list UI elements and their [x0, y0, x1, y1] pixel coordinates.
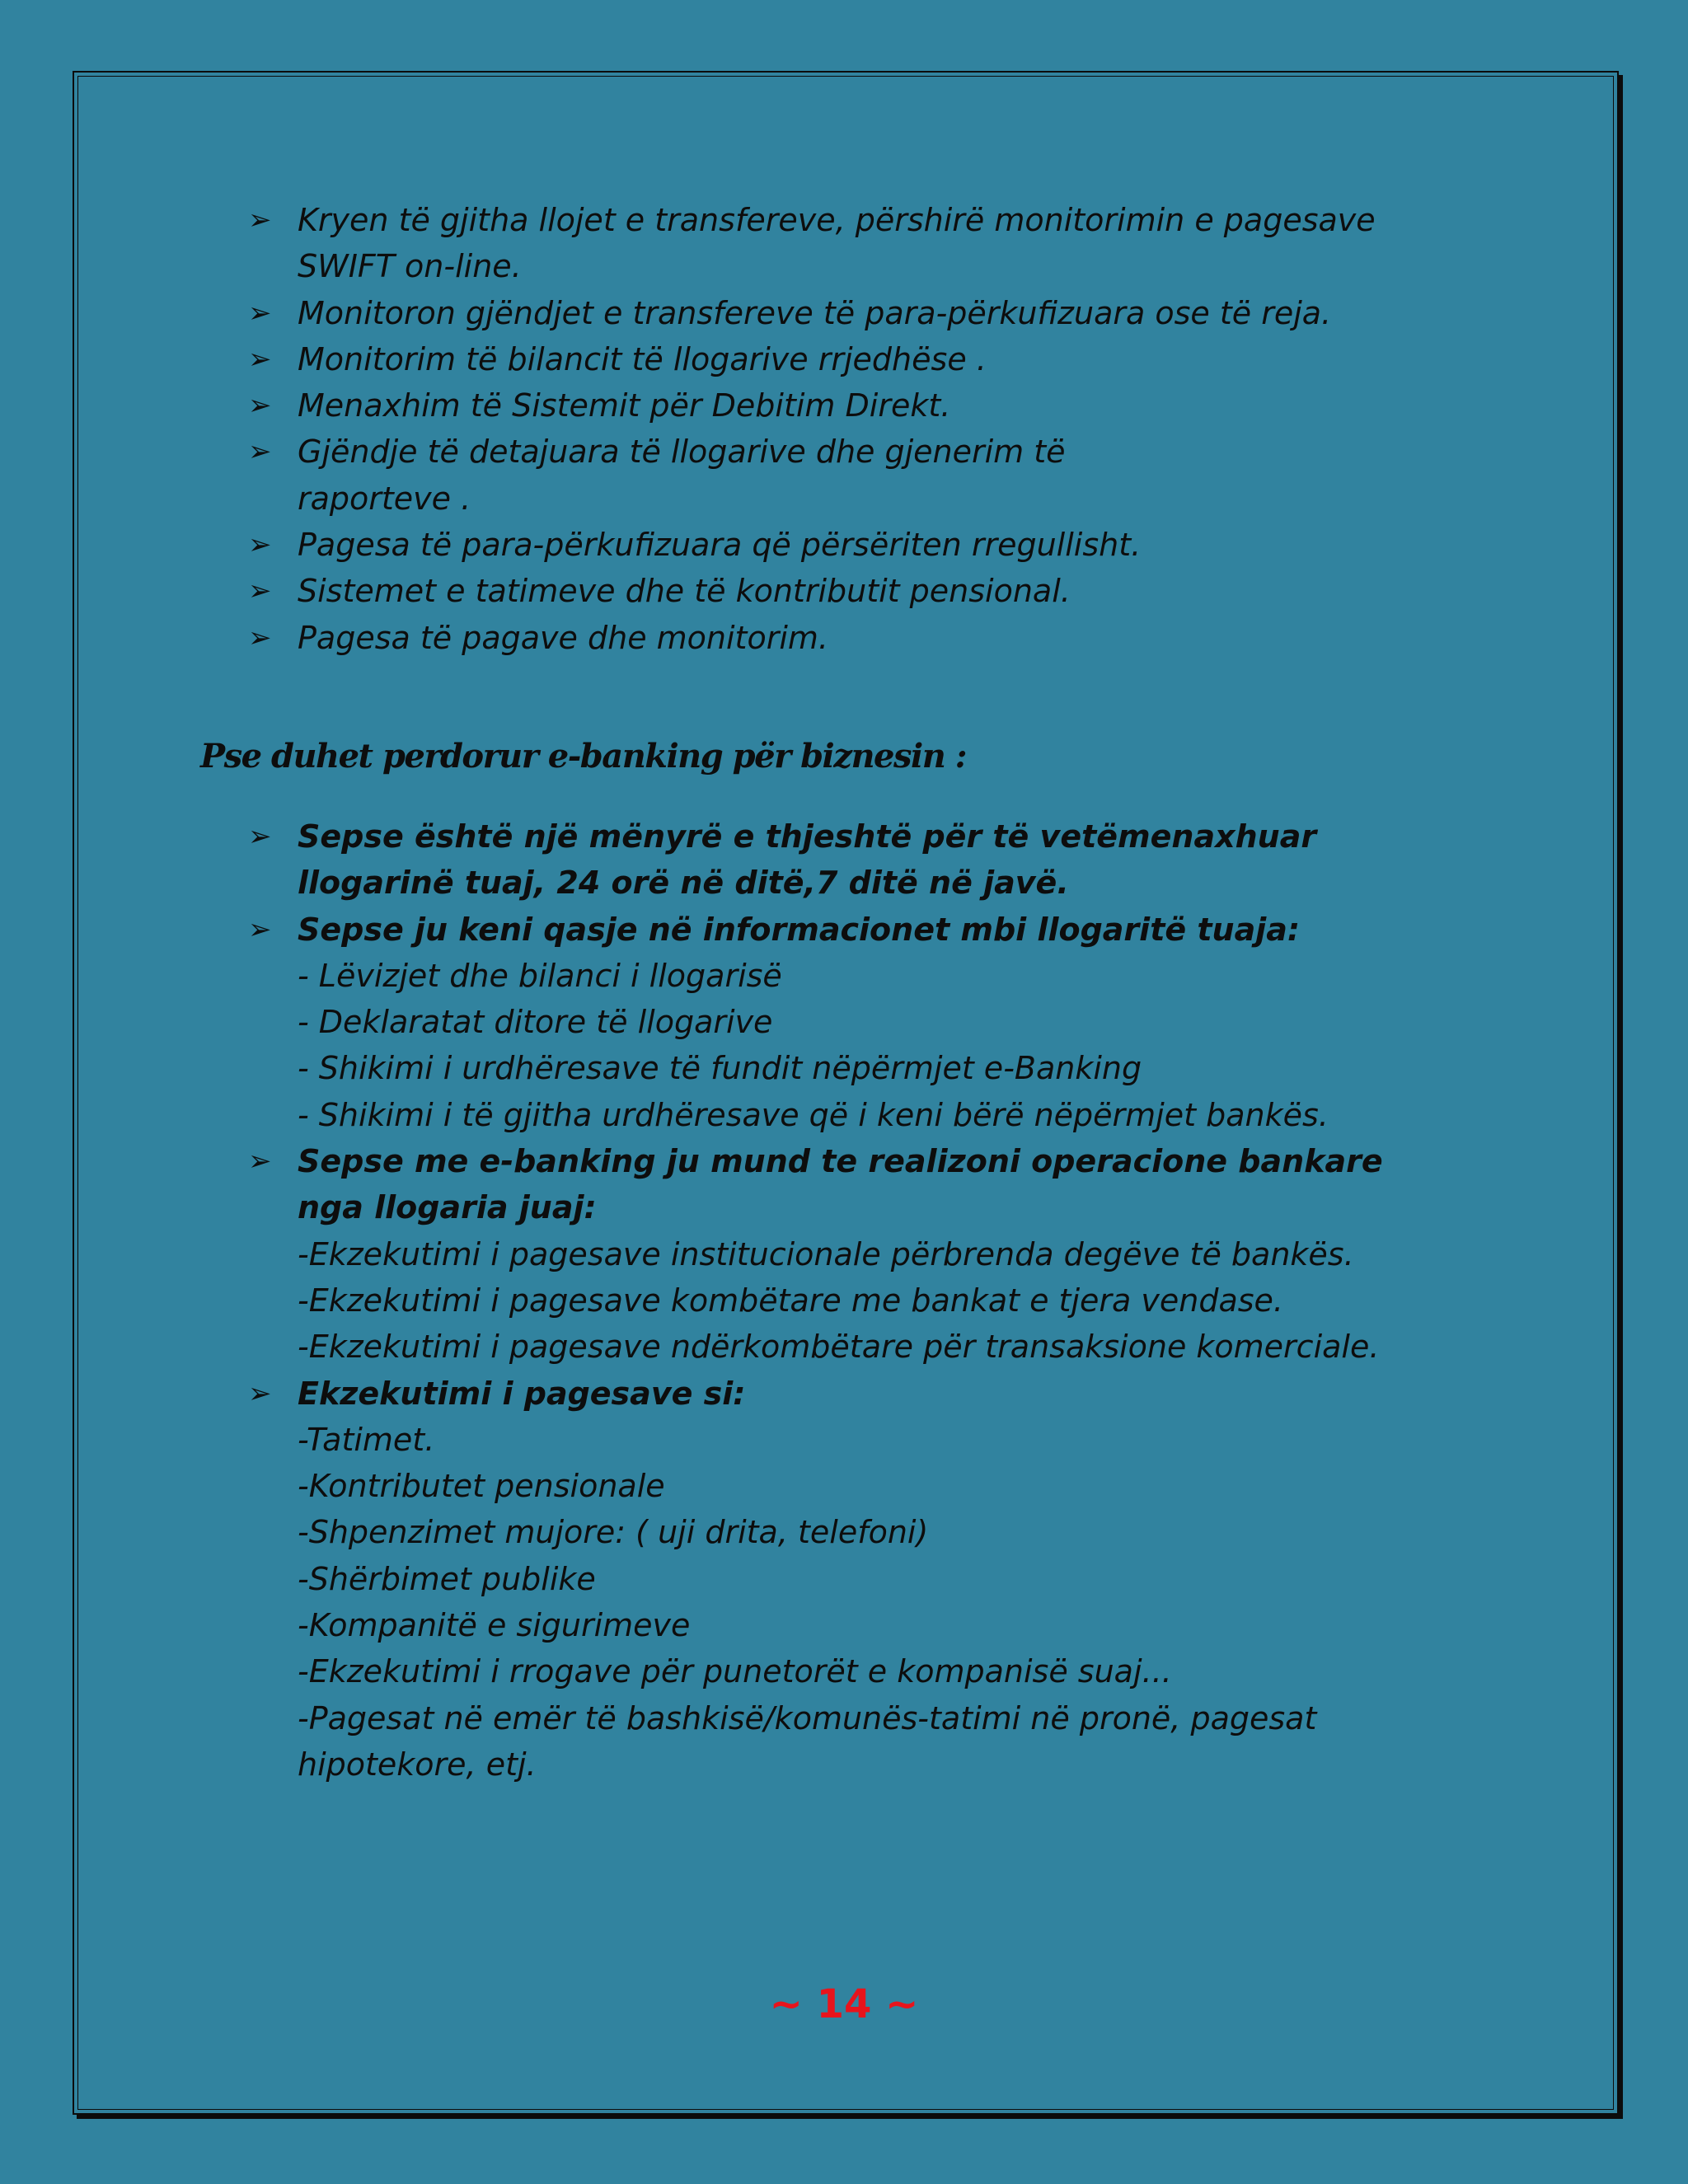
- list-item: [248, 522, 1484, 568]
- arrow-bullet-icon: ➢: [248, 912, 272, 946]
- list-item-text: raporteve .: [298, 480, 471, 517]
- list-item-bold-text: Ekzekutimi i pagesave si:: [298, 1375, 746, 1412]
- list-item-text: -Shpenzimet mujore: ( uji drita, telefoni): [298, 1514, 929, 1551]
- arrow-bullet-icon: ➢: [248, 435, 272, 469]
- list-item-text: Sistemet e tatimeve dhe të kontributit pensional.: [298, 573, 1071, 610]
- arrow-bullet-icon: ➢: [248, 621, 272, 654]
- list-item-text: Pagesa të pagave dhe monitorim.: [298, 619, 828, 656]
- list-item-text: - Shikimi i të gjitha urdhëresave që i keni bërë nëpërmjet bankës.: [298, 1096, 1329, 1133]
- list-item-text: -Ekzekutimi i pagesave kombëtare me bankat e tjera vendase.: [298, 1282, 1283, 1319]
- list-item: [248, 1138, 1484, 1370]
- list-item-bold-text: Sepse ju keni qasje në informacionet mbi llogaritë tuaja:: [298, 911, 1301, 948]
- list-item-text: Pagesa të para-përkufizuara që përsëriten rregullisht.: [298, 527, 1142, 564]
- list-item: [248, 615, 1484, 661]
- arrow-bullet-icon: ➢: [248, 342, 272, 376]
- list-item-text: -Kontributet pensionale: [298, 1468, 665, 1505]
- arrow-bullet-icon: ➢: [248, 204, 272, 237]
- list-item-text: hipotekore, etj.: [298, 1746, 537, 1783]
- arrow-bullet-icon: ➢: [248, 296, 272, 330]
- list-item-text: Gjëndje të detajuara të llogarive dhe gjenerim të: [298, 434, 1066, 471]
- list-item: [248, 382, 1484, 429]
- list-item-text: Monitoron gjëndjet e transfereve të para-përkufizuara ose të reja.: [298, 294, 1332, 331]
- arrow-bullet-icon: ➢: [248, 1145, 272, 1179]
- list-item-text: -Pagesat në emër të bashkisë/komunës-tatimi në pronë, pagesat: [298, 1699, 1317, 1736]
- list-item-text: Menaxhim të Sistemit për Debitim Direkt.: [298, 387, 951, 424]
- list-item-text: - Shikimi i urdhëresave të fundit nëpërmjet e-Banking: [298, 1050, 1142, 1087]
- features-list: [0, 197, 1484, 661]
- arrow-bullet-icon: ➢: [248, 574, 272, 608]
- list-item: [248, 568, 1484, 614]
- list-item-bold-text: Sepse është një mënyrë e thjeshtë për të vetëmenaxhuar: [298, 818, 1317, 855]
- list-item: [248, 336, 1484, 382]
- page-number: ~ 14 ~: [769, 1981, 919, 2027]
- list-item-text: - Deklaratat ditore të llogarive: [298, 1004, 773, 1041]
- reasons-list: [0, 813, 1484, 1788]
- section-heading: Pse duhet perdorur e-banking për biznesin :: [200, 737, 966, 776]
- list-item: [248, 813, 1484, 907]
- arrow-bullet-icon: ➢: [248, 389, 272, 423]
- arrow-bullet-icon: ➢: [248, 528, 272, 562]
- list-item: [248, 429, 1484, 522]
- list-item-text: - Lëvizjet dhe bilanci i llogarisë: [298, 957, 782, 994]
- list-item-bold-text: llogarinë tuaj, 24 orë në ditë,7 ditë në javë.: [298, 865, 1069, 902]
- arrow-bullet-icon: ➢: [248, 1376, 272, 1410]
- list-item-text: -Shërbimet publike: [298, 1560, 596, 1597]
- list-item-text: -Tatimet.: [298, 1421, 435, 1458]
- list-item-bold-text: Sepse me e-banking ju mund te realizoni operacione bankare: [298, 1143, 1383, 1180]
- list-item: [248, 290, 1484, 336]
- list-item: [248, 1371, 1484, 1788]
- list-item-text: -Ekzekutimi i rrogave për punetorët e kompanisë suaj...: [298, 1653, 1172, 1690]
- list-item-text: -Ekzekutimi i pagesave ndërkombëtare për transaksione komerciale.: [298, 1329, 1380, 1366]
- list-item-text: SWIFT on-line.: [298, 248, 522, 285]
- list-item-bold-text: nga llogaria juaj:: [298, 1189, 597, 1226]
- arrow-bullet-icon: ➢: [248, 820, 272, 853]
- list-item-text: -Kompanitë e sigurimeve: [298, 1607, 691, 1644]
- list-item: [248, 197, 1484, 290]
- list-item: [248, 907, 1484, 1138]
- list-item-text: Monitorim të bilancit të llogarive rrjedhëse .: [298, 340, 987, 377]
- list-item-text: -Ekzekutimi i pagesave institucionale përbrenda degëve të bankës.: [298, 1235, 1354, 1272]
- list-item-text: Kryen të gjitha llojet e transfereve, përshirë monitorimin e pagesave: [298, 202, 1376, 238]
